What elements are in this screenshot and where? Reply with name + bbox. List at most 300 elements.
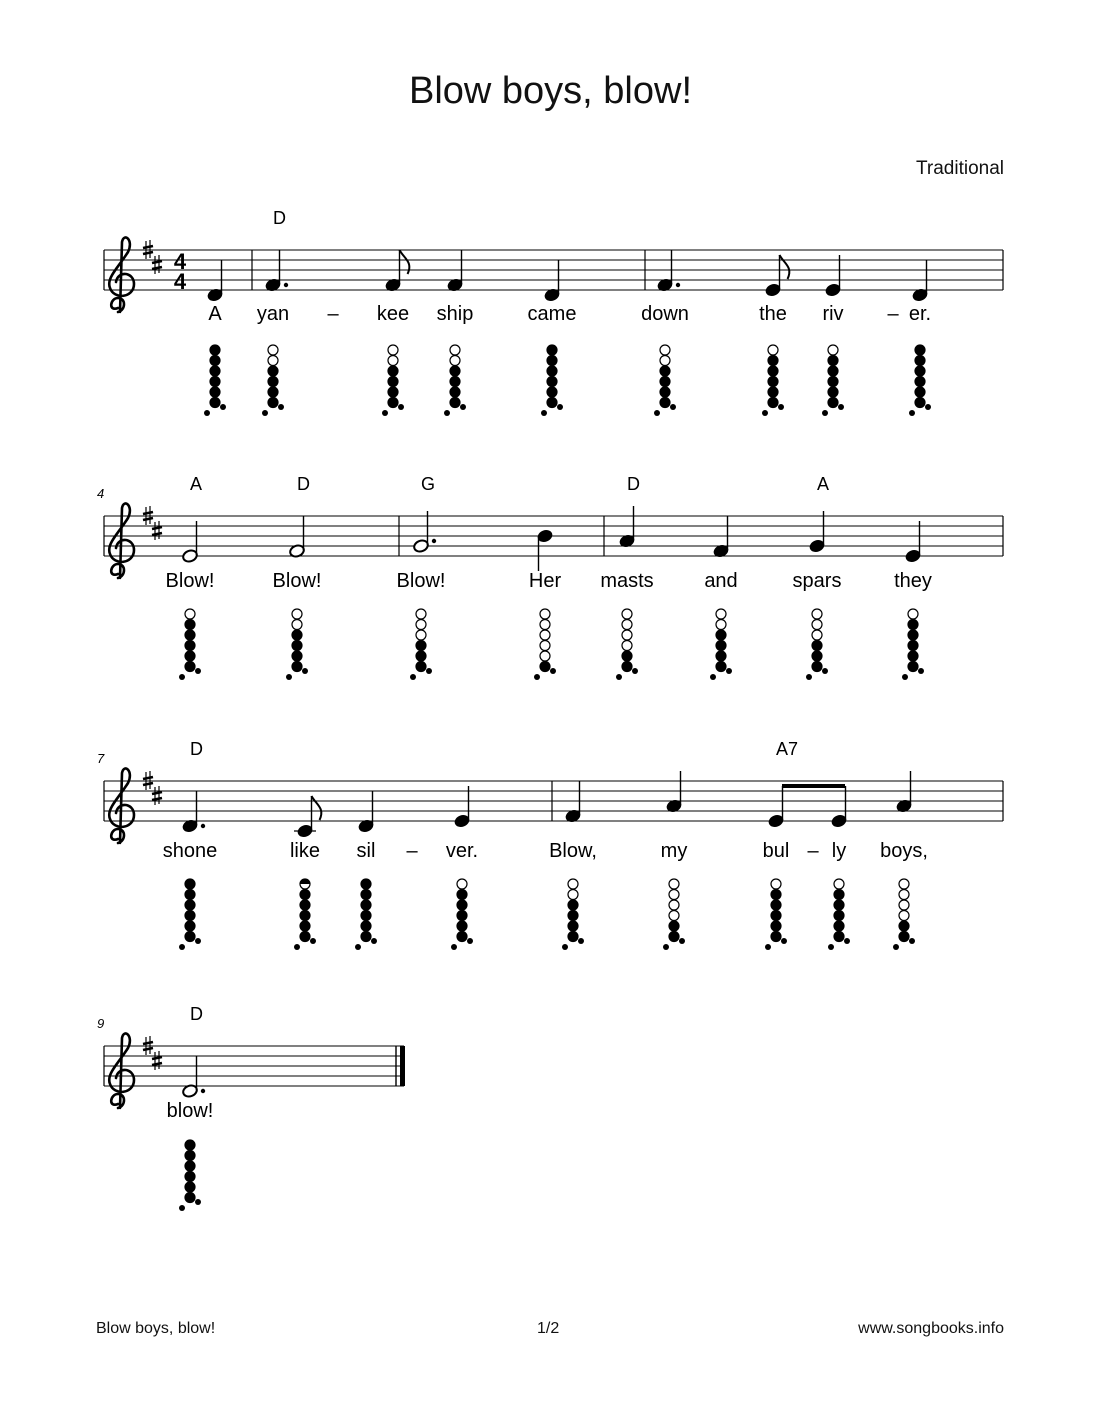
note: [825, 255, 842, 297]
treble-clef-icon: [109, 1033, 134, 1108]
closed-hole-icon: [547, 356, 557, 366]
note: [413, 511, 437, 553]
final-barline: [400, 1046, 405, 1086]
bell-dot-icon: [918, 668, 924, 674]
lyric-syllable: down: [641, 303, 689, 325]
fingering-chart: [616, 609, 638, 680]
closed-hole-icon: [660, 366, 670, 376]
fingering-chart: [262, 345, 284, 416]
chord-symbol: D: [297, 474, 310, 494]
bell-dot-icon: [550, 668, 556, 674]
bell-dot-icon: [195, 668, 201, 674]
bell-dot-icon: [765, 944, 771, 950]
bell-dot-icon: [902, 674, 908, 680]
lyric-syllable: shone: [162, 840, 218, 862]
sharp-icon: [152, 521, 162, 540]
note-dot: [201, 1089, 205, 1093]
closed-hole-icon: [210, 345, 220, 355]
closed-hole-icon: [568, 900, 578, 910]
bell-dot-icon: [541, 410, 547, 416]
note-flag: [312, 796, 322, 820]
closed-hole-icon: [899, 932, 909, 942]
bell-dot-icon: [710, 674, 716, 680]
closed-hole-icon: [388, 398, 398, 408]
open-hole-icon: [268, 345, 278, 355]
open-hole-icon: [416, 620, 426, 630]
bell-dot-icon: [467, 938, 473, 944]
note-dot: [284, 283, 288, 287]
lyric-syllable: masts: [600, 570, 654, 592]
closed-hole-icon: [185, 1140, 195, 1150]
bell-dot-icon: [302, 668, 308, 674]
open-hole-icon: [669, 900, 679, 910]
note: [831, 786, 848, 828]
lyric-syllable: spars: [792, 570, 842, 592]
bell-dot-icon: [822, 410, 828, 416]
bell-dot-icon: [262, 410, 268, 416]
bell-dot-icon: [286, 674, 292, 680]
closed-hole-icon: [210, 387, 220, 397]
measure-number: 7: [97, 751, 105, 766]
closed-hole-icon: [292, 651, 302, 661]
time-signature: [174, 249, 187, 294]
closed-hole-icon: [660, 398, 670, 408]
open-hole-icon: [768, 345, 778, 355]
closed-hole-icon: [771, 921, 781, 931]
closed-hole-icon: [457, 932, 467, 942]
closed-hole-icon: [622, 651, 632, 661]
note-beam: [782, 784, 845, 788]
bell-dot-icon: [179, 674, 185, 680]
bell-dot-icon: [382, 410, 388, 416]
closed-hole-icon: [915, 356, 925, 366]
sharp-icon: [152, 786, 162, 805]
bell-dot-icon: [310, 938, 316, 944]
closed-hole-icon: [908, 651, 918, 661]
bell-dot-icon: [844, 938, 850, 944]
staff-system: [104, 781, 1003, 821]
bell-dot-icon: [460, 404, 466, 410]
fingering-chart: [562, 879, 584, 950]
time-signature-top: 4: [173, 249, 187, 274]
treble-clef-icon: [109, 768, 134, 843]
bell-dot-icon: [371, 938, 377, 944]
open-hole-icon: [292, 620, 302, 630]
closed-hole-icon: [361, 921, 371, 931]
open-hole-icon: [450, 356, 460, 366]
closed-hole-icon: [185, 1161, 195, 1171]
closed-hole-icon: [300, 932, 310, 942]
closed-hole-icon: [768, 398, 778, 408]
fingering-chart: [179, 1140, 201, 1211]
bell-dot-icon: [195, 1199, 201, 1205]
closed-hole-icon: [834, 911, 844, 921]
closed-hole-icon: [300, 911, 310, 921]
open-hole-icon: [899, 879, 909, 889]
closed-hole-icon: [768, 387, 778, 397]
bell-dot-icon: [781, 938, 787, 944]
page-title: Blow boys, blow!: [408, 70, 692, 112]
closed-hole-icon: [268, 387, 278, 397]
open-hole-icon: [292, 609, 302, 619]
key-signature: [143, 240, 162, 274]
open-hole-icon: [185, 609, 195, 619]
bell-dot-icon: [909, 410, 915, 416]
chord-symbol: D: [273, 208, 286, 228]
closed-hole-icon: [908, 630, 918, 640]
closed-hole-icon: [300, 900, 310, 910]
open-hole-icon: [540, 651, 550, 661]
open-hole-icon: [716, 620, 726, 630]
open-hole-icon: [388, 356, 398, 366]
bell-dot-icon: [294, 944, 300, 950]
measure-number: 9: [97, 1016, 105, 1031]
bell-dot-icon: [578, 938, 584, 944]
note: [657, 250, 681, 292]
note: [912, 260, 929, 302]
bell-dot-icon: [679, 938, 685, 944]
closed-hole-icon: [812, 651, 822, 661]
closed-hole-icon: [669, 932, 679, 942]
note: [289, 516, 306, 558]
bell-dot-icon: [220, 404, 226, 410]
lyric-syllable: bul: [762, 840, 790, 862]
closed-hole-icon: [547, 387, 557, 397]
lyric-hyphen: –: [887, 303, 899, 325]
staff-system: [104, 1046, 405, 1086]
bell-dot-icon: [925, 404, 931, 410]
open-hole-icon: [899, 911, 909, 921]
fingering-chart: [204, 345, 226, 416]
bell-dot-icon: [909, 938, 915, 944]
open-hole-icon: [540, 609, 550, 619]
closed-hole-icon: [416, 641, 426, 651]
lyric-syllable: like: [289, 840, 321, 862]
note: [713, 516, 730, 558]
closed-hole-icon: [915, 366, 925, 376]
open-hole-icon: [812, 630, 822, 640]
closed-hole-icon: [388, 366, 398, 376]
open-hole-icon: [812, 609, 822, 619]
closed-hole-icon: [547, 366, 557, 376]
lyric-syllable: Her: [528, 570, 562, 592]
closed-hole-icon: [210, 366, 220, 376]
note: [182, 521, 199, 563]
note: [182, 1056, 206, 1098]
open-hole-icon: [899, 900, 909, 910]
fingering-chart: [893, 879, 915, 950]
note: [358, 791, 375, 833]
closed-hole-icon: [292, 630, 302, 640]
closed-hole-icon: [185, 921, 195, 931]
bell-dot-icon: [562, 944, 568, 950]
chord-symbol: A7: [776, 739, 799, 759]
sharp-icon: [152, 255, 162, 274]
note-flag: [780, 255, 790, 279]
open-hole-icon: [660, 356, 670, 366]
note: [385, 250, 402, 292]
closed-hole-icon: [568, 932, 578, 942]
closed-hole-icon: [361, 932, 371, 942]
footer-title: Blow boys, blow!: [96, 1320, 216, 1337]
closed-hole-icon: [768, 377, 778, 387]
fingering-chart: [294, 879, 316, 950]
closed-hole-icon: [292, 662, 302, 672]
open-hole-icon: [388, 345, 398, 355]
closed-hole-icon: [300, 921, 310, 931]
closed-hole-icon: [915, 345, 925, 355]
fingering-chart: [179, 609, 201, 680]
closed-hole-icon: [457, 921, 467, 931]
fingering-chart: [765, 879, 787, 950]
bell-dot-icon: [778, 404, 784, 410]
lyric-hyphen: –: [406, 840, 418, 862]
fingering-chart: [444, 345, 466, 416]
open-hole-icon: [622, 609, 632, 619]
note: [905, 521, 922, 563]
open-hole-icon: [812, 620, 822, 630]
open-hole-icon: [771, 879, 781, 889]
closed-hole-icon: [660, 377, 670, 387]
bell-dot-icon: [278, 404, 284, 410]
fingering-chart: [806, 609, 828, 680]
bell-dot-icon: [410, 674, 416, 680]
lyric-syllable: Blow!: [272, 570, 322, 592]
fingering-chart: [822, 345, 844, 416]
lyric-hyphen: –: [327, 303, 339, 325]
fingering-chart: [355, 879, 377, 950]
closed-hole-icon: [268, 398, 278, 408]
note: [265, 250, 289, 292]
note: [294, 796, 316, 838]
open-hole-icon: [716, 609, 726, 619]
bell-dot-icon: [355, 944, 361, 950]
bell-dot-icon: [616, 674, 622, 680]
closed-hole-icon: [834, 890, 844, 900]
open-hole-icon: [450, 345, 460, 355]
chord-symbol: G: [421, 474, 436, 494]
bell-dot-icon: [663, 944, 669, 950]
time-signature-bottom: 4: [173, 269, 187, 294]
closed-hole-icon: [388, 387, 398, 397]
lyric-syllable: boys,: [880, 840, 928, 862]
closed-hole-icon: [185, 879, 195, 889]
closed-hole-icon: [185, 1151, 195, 1161]
closed-hole-icon: [908, 620, 918, 630]
lyric-syllable: er.: [908, 303, 932, 325]
closed-hole-icon: [771, 911, 781, 921]
closed-hole-icon: [268, 377, 278, 387]
bell-dot-icon: [828, 944, 834, 950]
chord-symbol: D: [190, 739, 203, 759]
closed-hole-icon: [908, 641, 918, 651]
lyric-syllable: my: [660, 840, 688, 862]
bell-dot-icon: [444, 410, 450, 416]
closed-hole-icon: [185, 630, 195, 640]
closed-hole-icon: [547, 398, 557, 408]
bell-dot-icon: [398, 404, 404, 410]
open-hole-icon: [416, 630, 426, 640]
fingering-chart: [902, 609, 924, 680]
bell-dot-icon: [670, 404, 676, 410]
closed-hole-icon: [300, 890, 310, 900]
open-hole-icon: [669, 879, 679, 889]
closed-hole-icon: [771, 932, 781, 942]
key-signature: [143, 506, 162, 540]
open-hole-icon: [669, 911, 679, 921]
note: [454, 786, 471, 828]
closed-hole-icon: [210, 356, 220, 366]
note: [765, 255, 782, 297]
closed-hole-icon: [716, 662, 726, 672]
lyric-syllable: riv: [822, 303, 844, 325]
note: [896, 771, 913, 813]
open-hole-icon: [540, 630, 550, 640]
closed-hole-icon: [185, 1172, 195, 1182]
lyric-syllable: yan: [256, 303, 290, 325]
note: [544, 260, 561, 302]
bell-dot-icon: [179, 1205, 185, 1211]
chord-symbol: A: [817, 474, 830, 494]
closed-hole-icon: [268, 366, 278, 376]
note-dot: [201, 824, 205, 828]
open-hole-icon: [899, 890, 909, 900]
treble-clef-icon: [109, 237, 134, 312]
closed-hole-icon: [292, 641, 302, 651]
footer-website-link[interactable]: www.songbooks.info: [858, 1320, 1004, 1337]
closed-hole-icon: [568, 911, 578, 921]
staff-system: [104, 516, 1003, 556]
bell-dot-icon: [179, 944, 185, 950]
closed-hole-icon: [828, 387, 838, 397]
measure-number: 4: [97, 486, 105, 501]
note: [768, 786, 785, 828]
closed-hole-icon: [771, 890, 781, 900]
closed-hole-icon: [568, 921, 578, 931]
closed-hole-icon: [915, 387, 925, 397]
closed-hole-icon: [185, 911, 195, 921]
closed-hole-icon: [660, 387, 670, 397]
closed-hole-icon: [716, 641, 726, 651]
closed-hole-icon: [185, 932, 195, 942]
open-hole-icon: [828, 345, 838, 355]
lyric-syllable: Blow,: [549, 840, 597, 862]
lyric-syllable: Blow!: [396, 570, 446, 592]
sharp-icon: [152, 1051, 162, 1070]
footer-page-number: 1/2: [537, 1320, 560, 1337]
note: [565, 781, 582, 823]
closed-hole-icon: [457, 900, 467, 910]
closed-hole-icon: [185, 890, 195, 900]
open-hole-icon: [622, 620, 632, 630]
open-hole-icon: [540, 620, 550, 630]
bell-dot-icon: [204, 410, 210, 416]
closed-hole-icon: [915, 398, 925, 408]
bell-dot-icon: [426, 668, 432, 674]
lyric-hyphen: –: [807, 840, 819, 862]
lyric-syllable: A: [208, 303, 222, 325]
fingering-chart: [382, 345, 404, 416]
bell-dot-icon: [893, 944, 899, 950]
lyric-syllable: came: [527, 303, 577, 325]
open-hole-icon: [908, 609, 918, 619]
closed-hole-icon: [828, 366, 838, 376]
closed-hole-icon: [812, 641, 822, 651]
bell-dot-icon: [557, 404, 563, 410]
bell-dot-icon: [451, 944, 457, 950]
note-dot: [676, 283, 680, 287]
fingering-chart: [663, 879, 685, 950]
fingering-chart: [534, 609, 556, 680]
closed-hole-icon: [716, 630, 726, 640]
closed-hole-icon: [185, 1193, 195, 1203]
fingering-chart: [710, 609, 732, 680]
open-hole-icon: [540, 641, 550, 651]
closed-hole-icon: [828, 398, 838, 408]
lyric-syllable: sil: [356, 840, 376, 862]
open-hole-icon: [669, 890, 679, 900]
closed-hole-icon: [899, 921, 909, 931]
bell-dot-icon: [838, 404, 844, 410]
open-hole-icon: [568, 890, 578, 900]
open-hole-icon: [622, 630, 632, 640]
note: [619, 506, 636, 548]
closed-hole-icon: [540, 662, 550, 672]
closed-hole-icon: [812, 662, 822, 672]
lyric-syllable: kee: [376, 303, 410, 325]
lyric-syllable: ver.: [445, 840, 479, 862]
closed-hole-icon: [834, 921, 844, 931]
bell-dot-icon: [822, 668, 828, 674]
lyric-syllable: they: [894, 570, 932, 592]
closed-hole-icon: [828, 377, 838, 387]
closed-hole-icon: [361, 879, 371, 889]
open-hole-icon: [834, 879, 844, 889]
closed-hole-icon: [768, 366, 778, 376]
closed-hole-icon: [622, 662, 632, 672]
open-hole-icon: [568, 879, 578, 889]
open-hole-icon: [457, 879, 467, 889]
chord-symbol: D: [190, 1004, 203, 1024]
closed-hole-icon: [547, 377, 557, 387]
closed-hole-icon: [361, 911, 371, 921]
closed-hole-icon: [210, 398, 220, 408]
closed-hole-icon: [771, 900, 781, 910]
staff-system: [104, 250, 1003, 290]
closed-hole-icon: [457, 890, 467, 900]
note-dot: [432, 539, 436, 543]
lyric-syllable: ship: [436, 303, 474, 325]
chord-symbol: A: [190, 474, 203, 494]
fingering-chart: [541, 345, 563, 416]
fingering-chart: [762, 345, 784, 416]
note: [809, 511, 826, 553]
bell-dot-icon: [632, 668, 638, 674]
closed-hole-icon: [908, 662, 918, 672]
closed-hole-icon: [185, 662, 195, 672]
note: [666, 771, 683, 813]
composer: Traditional: [915, 158, 1004, 179]
bell-dot-icon: [195, 938, 201, 944]
lyric-syllable: the: [759, 303, 787, 325]
note: [447, 250, 464, 292]
lyric-syllable: Blow!: [165, 570, 215, 592]
open-hole-icon: [416, 609, 426, 619]
closed-hole-icon: [716, 651, 726, 661]
closed-hole-icon: [768, 356, 778, 366]
closed-hole-icon: [834, 900, 844, 910]
lyric-syllable: blow!: [166, 1100, 214, 1122]
